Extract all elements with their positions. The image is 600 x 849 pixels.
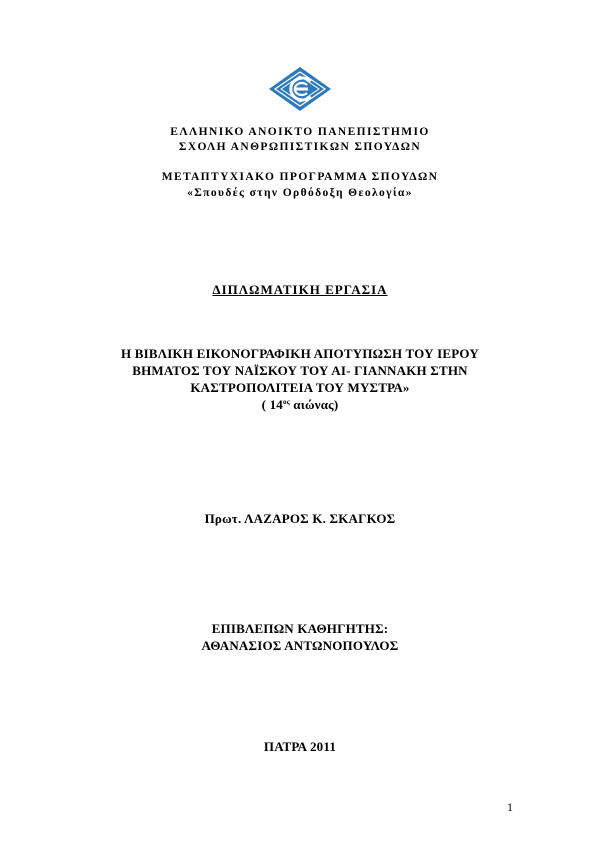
century-close: αιώνας) bbox=[289, 397, 339, 412]
place-year: ΠΑΤΡΑ 2011 bbox=[263, 739, 337, 754]
school-name: ΣΧΟΛΗ ΑΝΘΡΩΠΙΣΤΙΚΩΝ ΣΠΟΥΔΩΝ bbox=[178, 141, 422, 153]
thesis-title-line-3: ΚΑΣΤΡΟΠΟΛΙΤΕΙΑ ΤΟΥ ΜΥΣΤΡΑ» bbox=[190, 380, 410, 395]
university-name: ΕΛΛΗΝΙΚΟ ΑΝΟΙΚΤΟ ΠΑΝΕΠΙΣΤΗΜΙΟ bbox=[170, 126, 430, 138]
thesis-century bbox=[0, 397, 600, 413]
supervisor-label: ΕΠΙΒΛΕΠΩΝ ΚΑΘΗΓΗΤΗΣ: bbox=[211, 621, 389, 636]
program-type: ΜΕΤΑΠΤΥΧΙΑΚΟ ΠΡΟΓΡΑΜΜΑ ΣΠΟΥΔΩΝ bbox=[161, 171, 439, 183]
century-open: ( 14 bbox=[261, 397, 283, 412]
supervisor-name: ΑΘΑΝΑΣΙΟΣ ΑΝΤΩΝΟΠΟΥΛΟΣ bbox=[201, 638, 399, 653]
page-number: 1 bbox=[507, 800, 513, 814]
document-type: ΔΙΠΛΩΜΑΤΙΚΗ ΕΡΓΑΣΙΑ bbox=[212, 282, 388, 297]
author-name: Πρωτ. ΛΑΖΑΡΟΣ Κ. ΣΚΑΓΚΟΣ bbox=[204, 511, 396, 526]
thesis-title-line-2: ΒΗΜΑΤΟΣ ΤΟΥ ΝΑΪΣΚΟΥ ΤΟΥ ΑΙ- ΓΙΑΝΝΑΚΗ ΣΤΗΝ bbox=[132, 363, 468, 378]
thesis-title-line-1: Η ΒΙΒΛΙΚΗ ΕΙΚΟΝΟΓΡΑΦΙΚΗ ΑΠΟΤΥΠΩΣΗ ΤΟΥ ΙΕΡΟΥ bbox=[121, 346, 479, 361]
century-superscript: ος bbox=[283, 398, 290, 406]
program-name: «Σπουδές στην Ορθόδοξη Θεολογία» bbox=[187, 187, 413, 199]
university-logo-icon bbox=[268, 66, 332, 112]
